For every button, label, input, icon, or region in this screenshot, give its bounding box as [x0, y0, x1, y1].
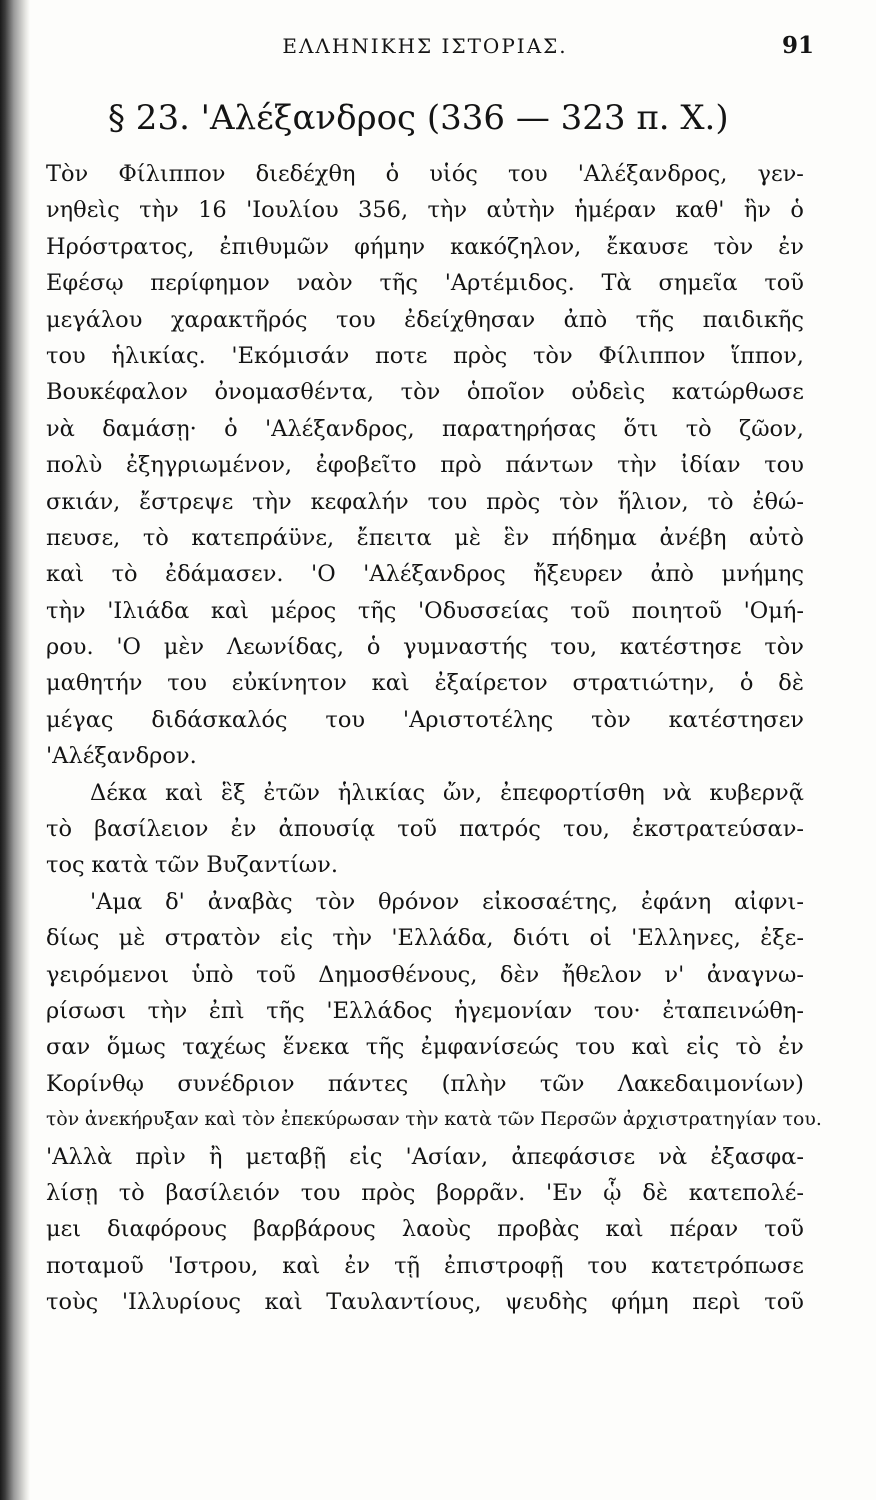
word: Δημοσθένους,: [318, 961, 478, 988]
word: ἐθώ-: [752, 488, 804, 515]
text-line: [46, 665, 804, 701]
word: κατεπολέ-: [688, 1179, 804, 1206]
word: μέρος: [270, 597, 337, 624]
word: καὶ: [165, 779, 204, 806]
word: καὶ: [204, 1109, 237, 1131]
word: τὸ: [118, 1179, 145, 1206]
word: τῆς: [266, 997, 305, 1024]
text-line: [46, 775, 804, 811]
word: τὸν: [764, 634, 804, 661]
word: πατρός: [459, 816, 541, 843]
word: ἕνεκα: [282, 1034, 350, 1061]
word: τὸν: [591, 706, 631, 733]
word: τὴν: [617, 452, 657, 479]
word: ν': [664, 961, 685, 988]
word: του: [325, 706, 366, 733]
word: ἐδείχθησαν: [404, 306, 536, 333]
word: ἐπεκύρωσαν: [280, 1109, 400, 1131]
word: ὁ: [385, 161, 400, 187]
text-line: [46, 556, 804, 592]
word: 'Ιουλίου: [246, 197, 339, 224]
word: τὴν: [427, 197, 468, 224]
word: τὸ: [111, 561, 138, 588]
word: μὲ: [118, 925, 146, 952]
word: ἐταπεινώθη-: [662, 997, 804, 1024]
word: ὀνομασθέντα,: [214, 379, 375, 406]
word: ἐν: [230, 816, 257, 843]
word: ἐμφανίσεώς: [420, 1034, 559, 1061]
text-line: [46, 1029, 804, 1065]
text-line: [46, 593, 804, 629]
word: καὶ: [282, 1252, 321, 1279]
word: 'Αλέξανδρος,: [577, 161, 728, 187]
word: αὐτὸ: [749, 524, 804, 551]
word: διδάσκαλός: [151, 706, 288, 733]
word: ἀπὸ: [563, 306, 608, 333]
word: εὐκίνητον: [231, 670, 347, 697]
word: ταχέως: [182, 1034, 267, 1061]
text-line: [46, 1175, 804, 1211]
text-line: [46, 920, 804, 956]
word: ἀπὸ: [650, 561, 694, 588]
word: φήμην: [354, 233, 426, 260]
word: Εφέσῳ: [46, 270, 124, 297]
word: ἐπὶ: [208, 997, 245, 1024]
word: νὰ: [658, 1143, 688, 1170]
word: λίσῃ: [46, 1179, 98, 1206]
word: ἐν: [344, 1252, 371, 1279]
word: πρὸς: [486, 488, 541, 515]
word: του.: [782, 1109, 822, 1131]
word: μεταβῇ: [245, 1143, 327, 1170]
word: ἐπιθυμῶν: [219, 233, 329, 260]
text-line: [46, 811, 804, 847]
word: 356,: [358, 197, 409, 224]
word: ἐν: [778, 233, 804, 260]
word: 'Ιλλυρίους: [121, 1289, 242, 1316]
word: τὴν: [139, 197, 179, 224]
word: ἐπεφορτίσθη: [500, 779, 645, 806]
word: ποτε: [375, 342, 428, 369]
word: του: [167, 670, 207, 697]
word: τῆς: [635, 306, 675, 333]
word: κακόζηλον,: [450, 233, 582, 260]
word: νὰ: [662, 779, 692, 806]
running-title: ΕΛΛΗΝΙΚΗΣ ΙΣΤΟΡΙΑΣ.: [282, 34, 568, 58]
word: ψευδὴς: [505, 1289, 588, 1316]
text-line: [46, 1211, 804, 1247]
word: ὤν,: [442, 779, 483, 806]
word: καὶ: [46, 561, 85, 588]
word: τὸν: [242, 1109, 276, 1131]
word: 'Ιστρου,: [167, 1252, 259, 1279]
word: 'Αριστοτέλης: [402, 706, 554, 733]
word: γειρόμενοι: [46, 961, 170, 988]
word: αἰφνι-: [734, 888, 804, 915]
text-line: [46, 338, 804, 374]
word: μὲν: [163, 634, 205, 661]
word: τοῦ: [570, 597, 611, 624]
word: ἤθελον: [561, 961, 642, 988]
text-line: [46, 192, 804, 228]
word: τὸ: [142, 524, 169, 551]
word: πρὸς: [453, 342, 508, 369]
word: πάντων: [505, 452, 594, 479]
word: τοῦ: [256, 961, 296, 988]
word: ρου.: [46, 634, 94, 661]
word: 'Ο: [116, 634, 141, 661]
word: τοῦ: [764, 1216, 804, 1243]
word: Φίλιππον: [598, 342, 706, 369]
word: 'Οδυσσείας: [417, 597, 549, 624]
word: ἐξασφα-: [710, 1143, 804, 1170]
word: ἀπεφάσισε: [511, 1143, 636, 1170]
word: ὁ: [366, 634, 381, 661]
word: εἰς: [279, 925, 314, 952]
word: πευσε,: [46, 524, 121, 551]
word: ἡμέραν: [574, 197, 657, 224]
word: ὑπὸ: [191, 961, 234, 988]
word: ἔπειτα: [356, 524, 432, 551]
word: πέραν: [669, 1216, 739, 1243]
word: 'Αλέξανδρον.: [46, 743, 197, 770]
word: ἐδάμασεν.: [165, 561, 284, 588]
word: εἰκοσαέτης,: [482, 888, 619, 915]
word: οἱ: [589, 925, 612, 952]
text-line: [46, 884, 804, 920]
word: δίως: [46, 925, 100, 952]
word: τοὺς: [46, 1289, 99, 1316]
word: ὅτι: [623, 415, 659, 442]
word: τὸν: [713, 233, 754, 260]
word: υἱός: [429, 161, 478, 187]
word: κατέστησεν: [668, 706, 804, 733]
word: ἐξε-: [760, 925, 804, 952]
word: ἀνεκήρυξαν: [84, 1109, 199, 1131]
word: ὁποῖον: [466, 379, 545, 406]
word: δαμάσῃ·: [102, 415, 197, 442]
word: τὸ: [46, 816, 72, 843]
word: περίφημον: [150, 270, 270, 297]
word: Τὸν: [46, 161, 89, 187]
word: 'Ελλάδα,: [391, 925, 494, 952]
word: καὶ: [605, 1216, 644, 1243]
word: ἐξαίρετον: [434, 670, 548, 697]
word: του: [427, 488, 468, 515]
word: 'Εν: [546, 1179, 583, 1206]
text-line: [46, 156, 804, 192]
word: Φίλιππον: [118, 161, 226, 187]
word: ρίσωσι: [46, 997, 126, 1024]
word: παρατηρήσας: [442, 415, 597, 442]
word: τοῦ: [397, 816, 437, 843]
word: του: [575, 1034, 616, 1061]
word: πάντες: [327, 1070, 409, 1097]
word: μὲ: [454, 524, 481, 551]
text-line: [46, 629, 804, 665]
word: πήδημα: [551, 524, 637, 551]
word: δὲ: [642, 1179, 668, 1206]
word: ἔστρεψε: [139, 488, 234, 515]
word: μει: [46, 1216, 82, 1243]
word: ναὸν: [296, 270, 353, 297]
word: πρὶν: [135, 1143, 186, 1170]
word: του: [300, 1179, 341, 1206]
word: Λακεδαιμονίων): [617, 1070, 804, 1097]
word: Ηρόστρατος,: [46, 233, 195, 260]
word: πολὺ: [46, 452, 103, 479]
word: τὴν: [46, 597, 86, 624]
word: ἀπουσίᾳ: [278, 816, 376, 843]
word: τὸν: [400, 379, 441, 406]
text-line: [46, 374, 804, 410]
word: νηθεὶς: [46, 197, 120, 224]
word: ἡλικίας: [337, 779, 426, 806]
word: στρατὸν: [164, 925, 261, 952]
word: ποιητοῦ: [631, 597, 722, 624]
word: τὸ: [707, 488, 734, 515]
word: διαφόρους: [107, 1216, 228, 1243]
word: 'Αλέξανδρος,: [264, 415, 415, 442]
word: κατώρθωσε: [671, 379, 804, 406]
word: τοῦ: [764, 1289, 804, 1316]
text-line: [46, 957, 804, 993]
word: τῶν: [497, 1109, 535, 1131]
word: τοῦ: [764, 270, 804, 297]
text-line: [46, 411, 804, 447]
word: 'Ο: [311, 561, 336, 588]
word: καὶ: [264, 1289, 303, 1316]
word: (πλὴν: [441, 1070, 507, 1097]
book-page: [46, 28, 822, 1321]
word: προβὰς: [497, 1216, 580, 1243]
word: περὶ: [692, 1289, 741, 1316]
word: τὸν: [46, 1109, 80, 1131]
page-number: 91: [781, 32, 814, 59]
word: βορρᾶν.: [436, 1179, 526, 1206]
word: του: [507, 161, 548, 187]
word: Λεωνίδας,: [226, 634, 345, 661]
binding-gutter: [0, 0, 30, 1500]
word: ἡγεμονίαν: [454, 997, 573, 1024]
word: ὁ: [739, 670, 754, 697]
text-line: [46, 1066, 804, 1102]
word: κατὰ: [91, 852, 149, 879]
word: κατετρόπωσε: [651, 1252, 804, 1279]
word: οὐδεὶς: [571, 379, 646, 406]
word: κατὰ: [444, 1109, 492, 1131]
word: ἐτῶν: [263, 779, 320, 806]
word: ὁ: [790, 197, 804, 224]
word: Βυζαντίων.: [206, 852, 338, 879]
word: τῶν: [155, 852, 200, 879]
word: τὴν: [252, 488, 292, 515]
word: διεδέχθη: [255, 161, 356, 187]
text-line: [46, 1284, 804, 1320]
text-line: [46, 265, 804, 301]
word: γυμναστής: [403, 634, 528, 661]
word: ἐφοβεῖτο: [315, 452, 417, 479]
word: ἀρχιστρατηγίαν: [622, 1109, 777, 1131]
word: τὸν: [315, 888, 356, 915]
word: καθ': [675, 197, 725, 224]
word: φήμη: [611, 1289, 669, 1316]
word: τὴν: [405, 1109, 439, 1131]
word: μεγάλου: [46, 306, 143, 333]
word: αὐτὴν: [486, 197, 555, 224]
text-line: [46, 993, 804, 1029]
word: τῶν: [539, 1070, 585, 1097]
word: 'Αλλὰ: [46, 1143, 113, 1170]
word: ἓξ: [221, 779, 246, 806]
word: ᾧ: [603, 1179, 622, 1206]
word: ζῶον,: [739, 415, 804, 442]
word: τὸν: [559, 488, 599, 515]
word: Βουκέφαλον: [46, 379, 188, 406]
word: 'Αλέξανδρος: [363, 561, 506, 588]
word: 'Αμα: [90, 888, 143, 915]
word: βασίλειόν: [165, 1179, 280, 1206]
word: ποταμοῦ: [46, 1252, 144, 1279]
word: τὴν: [332, 925, 373, 952]
word: δ': [165, 888, 185, 915]
word: στρατιώτην,: [572, 670, 716, 697]
text-line: [46, 847, 804, 883]
word: ἤξευρεν: [533, 561, 623, 588]
word: του·: [593, 997, 641, 1024]
text-line: [46, 702, 804, 738]
word: βαρβάρους: [253, 1216, 376, 1243]
word: 'Ασίαν,: [405, 1143, 489, 1170]
word: του: [46, 342, 86, 369]
word: του: [764, 452, 804, 479]
word: 'Ιλιάδα: [107, 597, 190, 624]
word: ἔκαυσε: [606, 233, 689, 260]
word: ἓν: [503, 524, 530, 551]
word: κατεπράϋνε,: [191, 524, 335, 551]
word: τῇ: [394, 1252, 421, 1279]
word: χαρακτῆρός: [170, 306, 308, 333]
word: σημεῖα: [658, 270, 738, 297]
word: εἰς: [349, 1143, 383, 1170]
word: τος: [46, 852, 85, 879]
word: συνέδριον: [177, 1070, 295, 1097]
word: ἐν: [778, 1034, 804, 1061]
word: ἀναβὰς: [207, 888, 293, 915]
word: ἵππον,: [731, 342, 804, 369]
word: δὲν: [499, 961, 540, 988]
word: ἥλιον,: [617, 488, 689, 515]
text-line: [46, 738, 804, 774]
word: 'Εκόμισάν: [231, 342, 350, 369]
text-line: [46, 229, 804, 265]
word: 16: [198, 197, 227, 224]
word: ἐκστρατεύσαν-: [632, 816, 804, 843]
body-text: [46, 156, 822, 1321]
word: μέγας: [46, 706, 114, 733]
word: γεν-: [757, 161, 804, 187]
text-line: [46, 520, 804, 556]
running-head: [46, 28, 814, 78]
word: 'Ελληνες,: [631, 925, 741, 952]
word: του,: [550, 634, 598, 661]
word: σαν: [46, 1034, 91, 1061]
word: Τὰ: [601, 270, 632, 297]
word: ἀναγνω-: [706, 961, 804, 988]
word: κεφαλήν: [310, 488, 409, 515]
word: κατέστησε: [619, 634, 742, 661]
word: θρόνον: [378, 888, 460, 915]
word: δὲ: [778, 670, 804, 697]
word: καὶ: [210, 597, 249, 624]
section-heading: § 23. 'Αλέξανδρος (336 — 323 π. Χ.): [108, 98, 729, 138]
word: Περσῶν: [540, 1109, 618, 1131]
word: Δέκα: [90, 779, 148, 806]
word: μνήμης: [721, 561, 804, 588]
word: του,: [563, 816, 610, 843]
text-line: [46, 484, 804, 520]
word: τὸ: [685, 415, 712, 442]
text-line: [46, 1248, 804, 1284]
word: διότι: [512, 925, 571, 952]
word: κυβερνᾷ: [709, 779, 804, 806]
word: ἡλικίας.: [111, 342, 206, 369]
word: εἰς: [686, 1034, 720, 1061]
word: του: [336, 306, 376, 333]
word: Ταυλαντίους,: [326, 1289, 482, 1316]
text-line: [46, 302, 804, 338]
word: πρὸ: [440, 452, 482, 479]
word: ἢ: [209, 1143, 223, 1170]
word: ἣν: [743, 197, 771, 224]
text-line: [46, 447, 804, 483]
word: τῆς: [379, 270, 418, 297]
word: ἐφάνη: [641, 888, 712, 915]
word: τὸν: [532, 342, 573, 369]
word: λαοὺς: [401, 1216, 472, 1243]
word: ἀνέβη: [659, 524, 727, 551]
word: 'Ελλάδος: [326, 997, 433, 1024]
word: ἐπιστροφῇ: [444, 1252, 564, 1279]
text-line: [46, 1139, 804, 1175]
word: Κορίνθῳ: [46, 1070, 144, 1097]
word: πρὸς: [361, 1179, 416, 1206]
text-line: [46, 1102, 822, 1138]
word: του: [587, 1252, 628, 1279]
word: ὅμως: [106, 1034, 166, 1061]
word: τὸ: [735, 1034, 762, 1061]
word: νὰ: [46, 415, 75, 442]
word: σκιάν,: [46, 488, 121, 515]
word: καὶ: [371, 670, 410, 697]
word: ὁ: [224, 415, 238, 442]
word: καὶ: [631, 1034, 670, 1061]
word: τῆς: [365, 1034, 405, 1061]
word: βασίλειον: [94, 816, 209, 843]
word: τῆς: [357, 597, 397, 624]
word: παιδικῆς: [702, 306, 804, 333]
word: ἰδίαν: [680, 452, 741, 479]
word: μαθητήν: [46, 670, 143, 697]
word: ἐξηγριωμένον,: [125, 452, 293, 479]
word: τὴν: [147, 997, 188, 1024]
word: 'Ομή-: [743, 597, 804, 624]
word: 'Αρτέμιδος.: [444, 270, 575, 297]
